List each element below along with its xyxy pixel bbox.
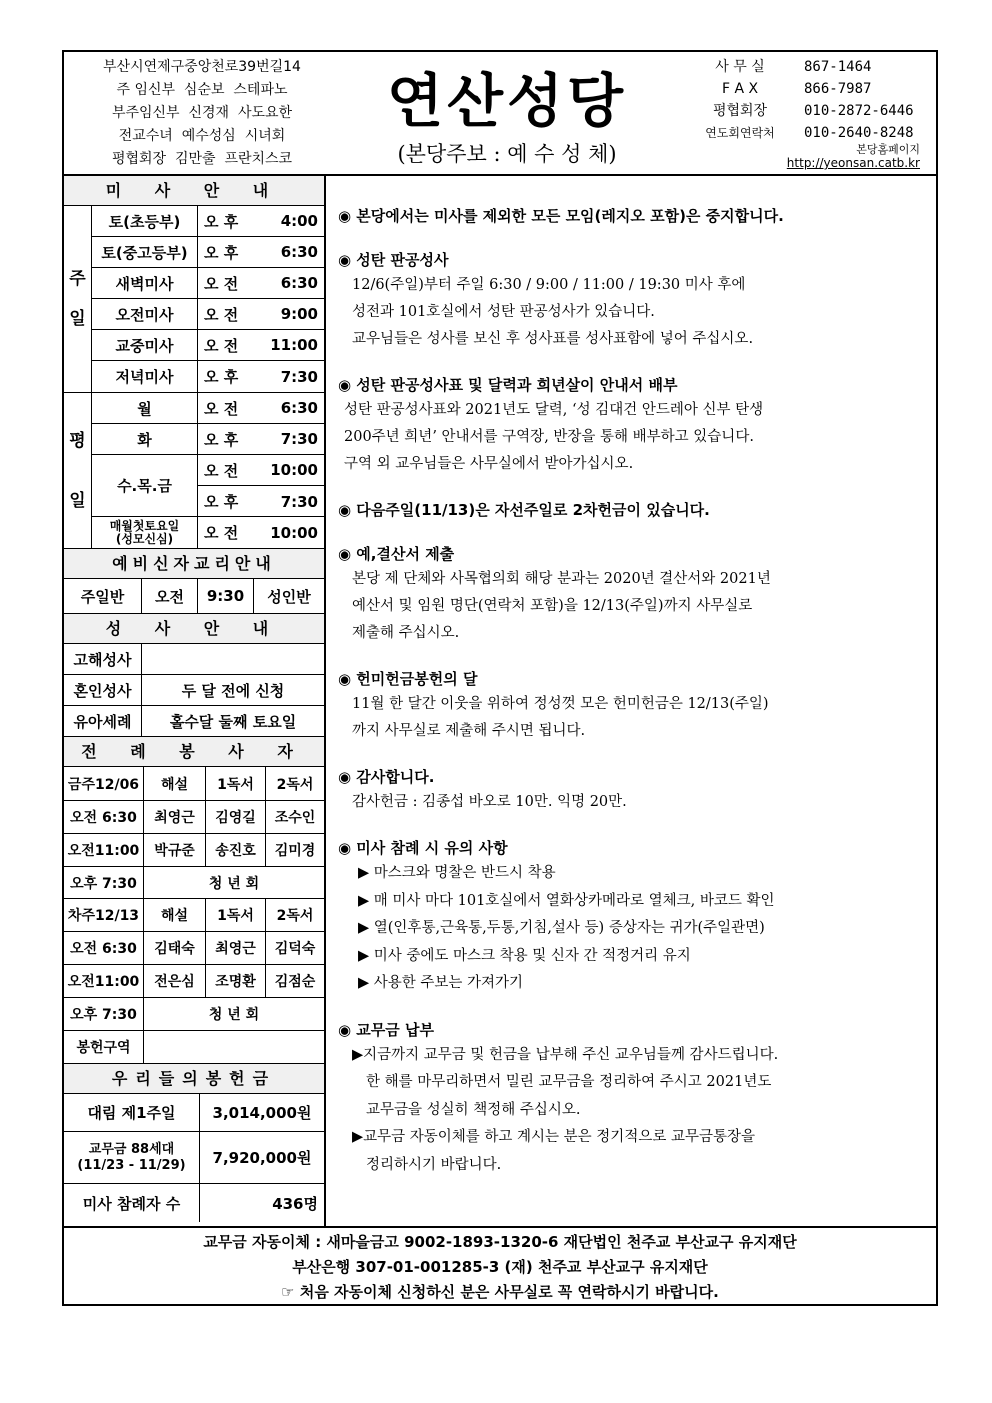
liturgy-row: 오전11:00 박규준 송진호 김미경 bbox=[64, 834, 324, 867]
liturgy-row-evening: 오후 7:30 청 년 회 bbox=[64, 867, 324, 899]
parish-staff bbox=[72, 56, 332, 171]
homepage-link[interactable]: http://yeonsan.catb.kr bbox=[786, 156, 920, 170]
contact-row: 사 무 실 867-1464 bbox=[715, 59, 872, 75]
staff-row: 평협회장 김만출 프란치스코 bbox=[111, 151, 293, 167]
bank-account-line: 교무금 자동이체 : 새마을금고 9002-1893-1320-6 재단법인 천주교 부산교구 유지재단 bbox=[203, 1233, 797, 1251]
info-column bbox=[64, 176, 326, 1226]
contact-request-line: ☞ 처음 자동이체 신청하신 분은 사무실로 꼭 연락하시기 바랍니다. bbox=[281, 1283, 719, 1301]
notice: ◉ 감사합니다. 감사헌금 : 김종섭 바오로 10만. 익명 20만. bbox=[338, 768, 627, 810]
notice: ◉ 성탄 판공성사 12/6(주일)부터 주일 6:30 / 9:00 / 11:00 / 19:30 미사 후에 성전과 101호실에서 성탄 판공성사가 있습니다. 교우님들은 성사를 보신 후 성사표를 성사표함에 넣어 주십시오. bbox=[338, 251, 754, 347]
catechumen-row: 주일반 오전 9:30 성인반 bbox=[64, 579, 324, 614]
liturgy-row: 오전 6:30 김태숙 최영근 김덕숙 bbox=[64, 932, 324, 965]
contact-info bbox=[686, 56, 936, 170]
liturgy-row: 오전 6:30 최영근 김영길 조수인 bbox=[64, 801, 324, 834]
bank-account-line: 부산은행 307-01-001285-3 (재) 천주교 부산교구 유지재단 bbox=[292, 1258, 708, 1276]
sunday-label: 주 일 bbox=[64, 206, 92, 392]
mass-row-first-saturday: 매월첫토요일 (성모신심) 오 전 10:00 bbox=[92, 517, 324, 548]
offering-row: 대림 제1주일 3,014,000원 bbox=[64, 1094, 324, 1132]
mass-row: 토(초등부) 오 후 4:00 bbox=[92, 206, 324, 237]
contact-row: F A X 866-7987 bbox=[721, 81, 872, 97]
notice: ◉ 헌미헌금봉헌의 달 11월 한 달간 이웃을 위하여 정성껏 모은 헌미헌금은 12/13(주일) 까지 사무실로 제출해 주시면 됩니다. bbox=[338, 670, 769, 739]
sunday-mass-block bbox=[64, 206, 324, 393]
mass-row: 저녁미사 오 후 7:30 bbox=[92, 361, 324, 392]
liturgy-header-next-week: 차주12/13 해설 1독서 2독서 bbox=[64, 899, 324, 932]
mass-row: 화 오 후 7:30 bbox=[92, 424, 324, 455]
liturgy-title: 전 례 봉 사 자 bbox=[64, 737, 324, 767]
contact-row: 연도회연락처 010-2640-8248 bbox=[705, 125, 914, 141]
auto-transfer-footer bbox=[64, 1226, 936, 1304]
parish-title: 연산성당 bbox=[386, 67, 628, 135]
weekday-mass-block bbox=[64, 393, 324, 549]
staff-row: 부주임신부 신경재 사도요한 bbox=[111, 105, 293, 121]
mass-row: 새벽미사 오 전 6:30 bbox=[92, 268, 324, 299]
notice: ◉ 본당에서는 미사를 제외한 모든 모임(레지오 포함)은 중지합니다. bbox=[338, 207, 784, 225]
liturgy-row-evening: 오후 7:30 청 년 회 bbox=[64, 998, 324, 1031]
liturgy-row: 오전11:00 전은심 조명환 김점순 bbox=[64, 965, 324, 998]
header bbox=[64, 52, 936, 176]
mass-row: 월 오 전 6:30 bbox=[92, 393, 324, 424]
offering-row: 교무금 88세대 (11/23 - 11/29) 7,920,000원 bbox=[64, 1132, 324, 1184]
weekday-label: 평 일 bbox=[64, 393, 92, 548]
bulletin-sheet bbox=[62, 50, 938, 1306]
staff-row: 전교수녀 예수성심 시녀회 bbox=[118, 128, 286, 144]
mass-row: 오전미사 오 전 9:00 bbox=[92, 299, 324, 330]
mass-rules-notice: ◉ 미사 참례 시 유의 사항 ▶ 마스크와 명찰은 반드시 착용 ▶ 매 미사 마다 101호실에서 열화상카메라로 열체크, 바코드 확인 ▶ 열(인후통,근육통,두통,기침,설사 등) 증상자는 귀가(주일관면) ▶ 미사 중에도 마스크 착용 및 신자 간 적정거리 유지 ▶ 사용한 주보는 가져가기 bbox=[338, 839, 775, 991]
sacrament-row: 고해성사 bbox=[64, 644, 324, 675]
mass-schedule-title: 미 사 안 내 bbox=[64, 176, 324, 206]
contact-row: 평협회장 010-2872-6446 bbox=[712, 103, 914, 119]
offering-row: 미사 참례자 수 436명 bbox=[64, 1184, 324, 1222]
notice: ◉ 예,결산서 제출 본당 제 단체와 사목협의회 해당 분과는 2020년 결산서와 2021년 예산서 및 임원 명단(연락처 포함)을 12/13(주일)까지 사무실로 제출해 주십시오. bbox=[338, 545, 771, 641]
staff-row: 주 임신부 심순보 스테파노 bbox=[116, 82, 288, 98]
notices-column bbox=[328, 176, 936, 1226]
mass-row-wed-thu-fri: 수.목.금 오 전 10:00 오 후 7:30 bbox=[92, 455, 324, 517]
mass-row: 교중미사 오 전 11:00 bbox=[92, 330, 324, 361]
sacrament-row: 유아세례 홀수달 둘째 토요일 bbox=[64, 706, 324, 737]
address: 부산시연제구중앙천로39번길14 bbox=[103, 59, 301, 75]
notice: ◉ 다음주일(11/13)은 자선주일로 2차헌금이 있습니다. bbox=[338, 501, 710, 519]
catechumen-title: 예비신자교리안내 bbox=[64, 549, 324, 579]
notice: ◉ 성탄 판공성사표 및 달력과 희년살이 안내서 배부 성탄 판공성사표와 2021년도 달력, ‘성 김대건 안드레아 신부 탄생 200주년 희년’ 안내서를 구역장, 반장을 통해 배부하고 있습니다. 구역 외 교우님들은 사무실에서 받아가십시오. bbox=[338, 376, 764, 472]
liturgy-header-this-week: 금주12/06 해설 1독서 2독서 bbox=[64, 767, 324, 801]
offering-district-row: 봉헌구역 bbox=[64, 1031, 324, 1064]
mass-row: 토(중고등부) 오 후 6:30 bbox=[92, 237, 324, 268]
dues-notice: ◉ 교무금 납부 ▶지금까지 교무금 및 헌금을 납부해 주신 교우님들께 감사드립니다. 한 해를 마무리하면서 밀린 교무금을 정리하여 주시고 2021년도 교무금을 성실히 책정해 주십시오. ▶교무금 자동이체를 하고 계시는 분은 정기적으로 교무금통장을 정리하시기 바랍니다. bbox=[338, 1020, 779, 1173]
sacrament-row: 혼인성사 두 달 전에 신청 bbox=[64, 675, 324, 706]
homepage-label: 본당홈페이지 bbox=[856, 143, 920, 156]
bulletin-subtitle: (본당주보 : 예 수 성 체) bbox=[397, 142, 617, 166]
offering-title: 우리들의봉헌금 bbox=[64, 1064, 324, 1094]
sacrament-title: 성 사 안 내 bbox=[64, 614, 324, 644]
